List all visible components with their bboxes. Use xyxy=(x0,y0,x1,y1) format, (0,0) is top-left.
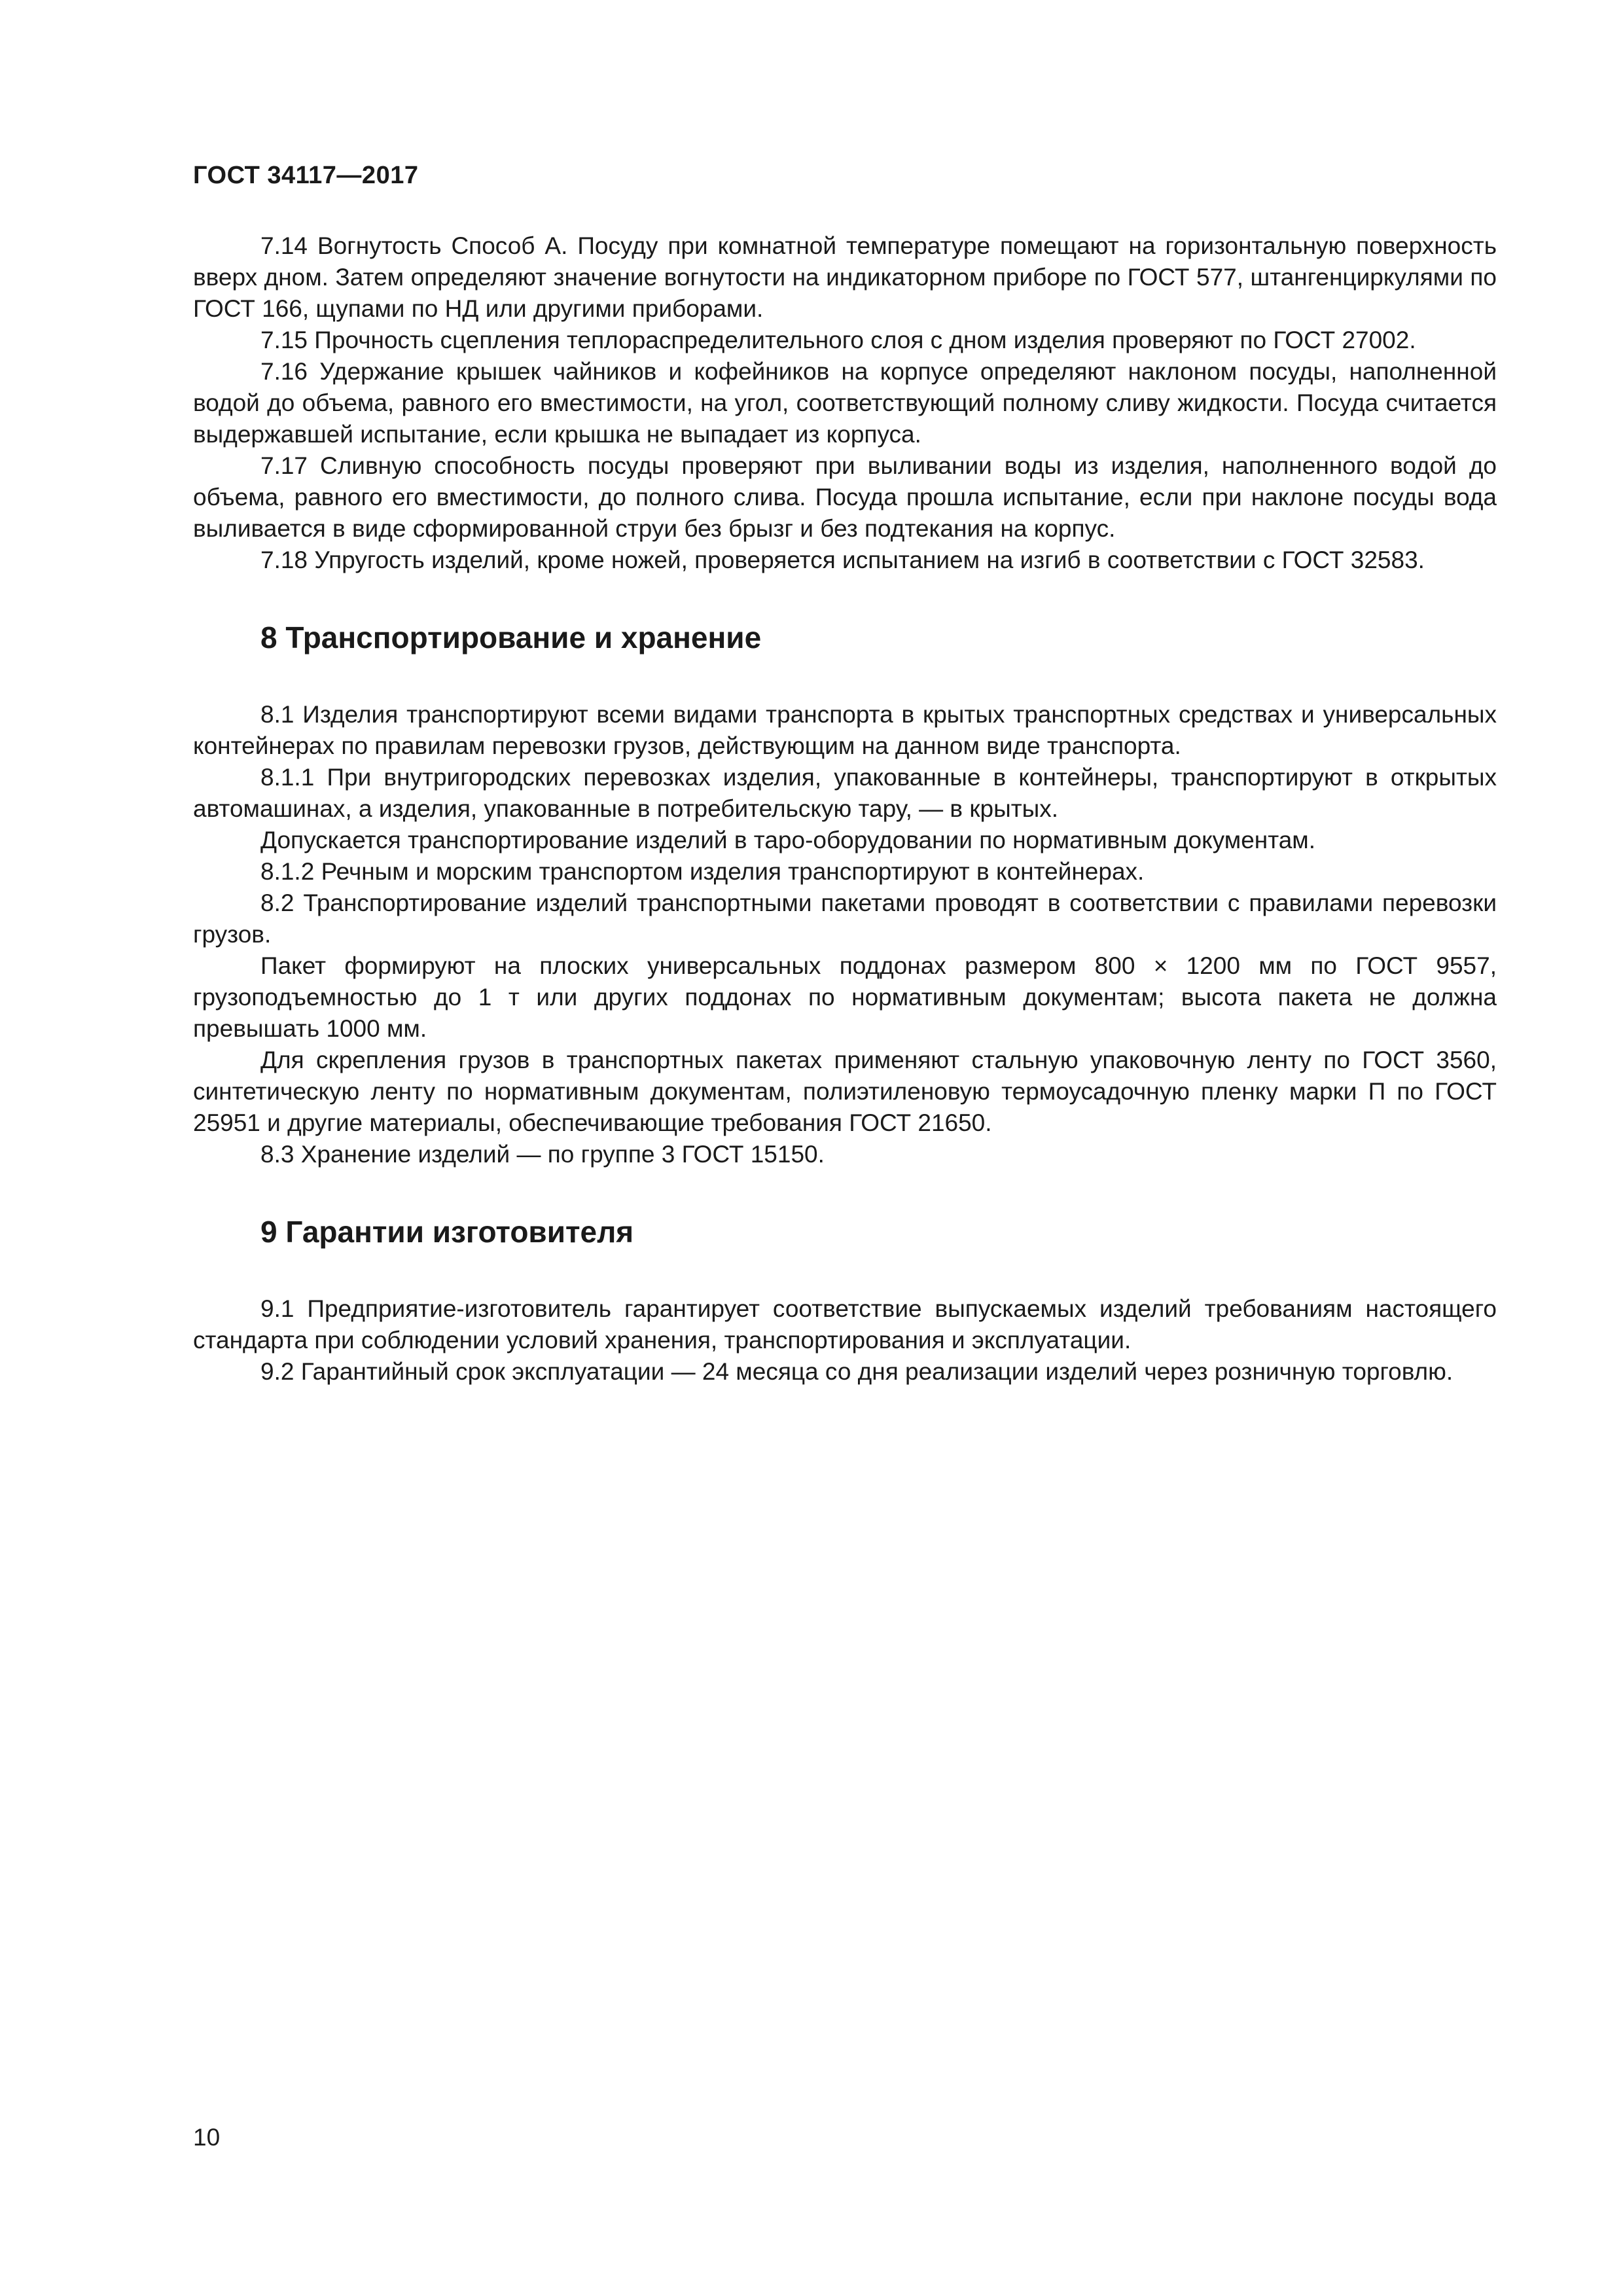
paragraph-8-3: 8.3 Хранение изделий — по группе 3 ГОСТ 15150. xyxy=(260,1141,825,1168)
paragraph-8-1-1-continued: Допускается транспортирование изделий в таро-оборудовании по нормативным документам. xyxy=(260,827,1316,853)
paragraph-8-1-1: 8.1.1 При внутригородских перевозках изделия, упакованные в контейнеры, транспортируют в открытых автомашинах, а изделия, упакованные в потребительскую тару, — в крытых. xyxy=(193,764,1497,822)
paragraph-8-2-pallet: Пакет формируют на плоских универсальных поддонах размером 800 × 1200 мм по ГОСТ 9557, грузоподъемностью до 1 т или других поддонах по нормативным документам; высота пакета не должна превышать 1000 мм. xyxy=(193,952,1497,1042)
paragraph-8-1-2: 8.1.2 Речным и морским транспортом изделия транспортируют в контейнерах. xyxy=(260,858,1145,885)
section-8-title: 8 Транспортирование и хранение xyxy=(260,620,762,655)
paragraph-8-2-fastening: Для скрепления грузов в транспортных пакетах применяют стальную упаковочную ленту по ГОСТ 3560, синтетическую ленту по нормативным документам, полиэтиленовую термоусадочную пленку марки П по ГОСТ 25951 и другие материалы, обеспечивающие требования ГОСТ 21650. xyxy=(193,1047,1497,1136)
paragraph-8-2: 8.2 Транспортирование изделий транспортными пакетами проводят в соответствии с правилами перевозки грузов. xyxy=(193,889,1497,948)
paragraph-9-1: 9.1 Предприятие-изготовитель гарантирует соответствие выпускаемых изделий требованиям настоящего стандарта при соблюдении условий хранения, транспортирования и эксплуатации. xyxy=(193,1295,1497,1354)
paragraph-8-1: 8.1 Изделия транспортируют всеми видами транспорта в крытых транспортных средствах и универсальных контейнерах по правилам перевозки грузов, действующим на данном виде транспорта. xyxy=(193,701,1497,759)
paragraph-7-18: 7.18 Упругость изделий, кроме ножей, проверяется испытанием на изгиб в соответствии с ГОСТ 32583. xyxy=(260,547,1425,573)
section-9-title: 9 Гарантии изготовителя xyxy=(260,1215,634,1249)
page-number: 10 xyxy=(193,2124,221,2151)
paragraph-7-15: 7.15 Прочность сцепления теплораспределительного слоя с дном изделия проверяют по ГОСТ 27002. xyxy=(260,327,1416,353)
paragraph-7-16: 7.16 Удержание крышек чайников и кофейников на корпусе определяют наклоном посуды, наполненной водой до объема, равного его вместимости, на угол, соответствующий полному сливу жидкости. Посуда считается выдержавшей испытание, если крышка не выпадает из корпуса. xyxy=(193,358,1497,448)
paragraph-7-14: 7.14 Вогнутость Способ А. Посуду при комнатной температуре помещают на горизонтальную поверхность вверх дном. Затем определяют значение вогнутости на индикаторном приборе по ГОСТ 577, штангенциркулями по ГОСТ 166, щупами по НД или другими приборами. xyxy=(193,232,1497,322)
paragraph-7-17: 7.17 Сливную способность посуды проверяют при выливании воды из изделия, наполненного водой до объема, равного его вместимости, до полного слива. Посуда прошла испытание, если при наклоне посуды вода выливается в виде сформированной струи без брызг и без подтекания на корпус. xyxy=(193,452,1497,542)
document-body xyxy=(193,230,1497,1388)
paragraph-9-2: 9.2 Гарантийный срок эксплуатации — 24 месяца со дня реализации изделий через розничную торговлю. xyxy=(260,1358,1454,1385)
document-code-header: ГОСТ 34117—2017 xyxy=(193,162,419,189)
